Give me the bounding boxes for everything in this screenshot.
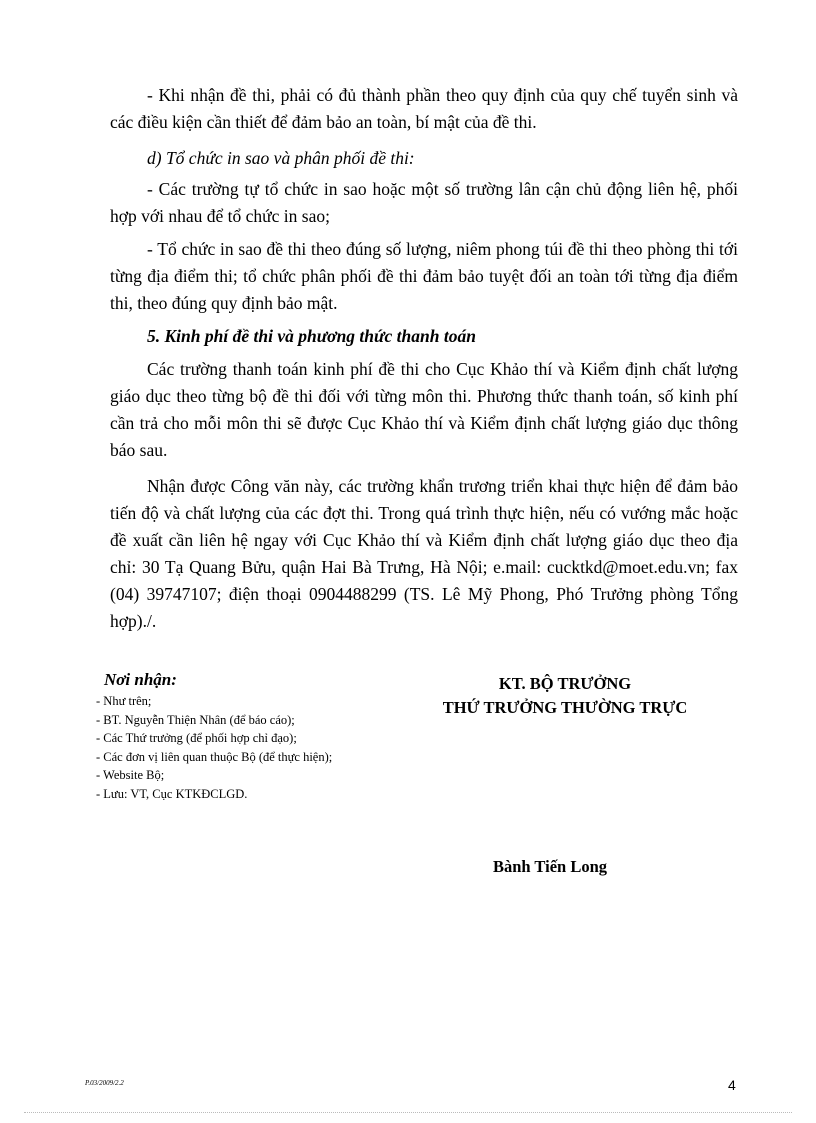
recipient-item: - Lưu: VT, Cục KTKĐCLGD. — [96, 786, 248, 801]
recipient-item: - Website Bộ; — [96, 768, 165, 783]
paragraph-copy-distribution: - Tổ chức in sao đề thi theo đúng số lượng, niêm phong túi đề thi theo phòng thi tới từng địa điểm thi; tổ chức phân phối đề thi đảm bảo tuyệt đối an toàn tới từng địa điểm thi, theo đúng quy định bảo mật. — [110, 239, 738, 313]
paragraph-exam-receipt: - Khi nhận đề thi, phải có đủ thành phần theo quy định của quy chế tuyển sinh và các điều kiện cần thiết để đảm bảo an toàn, bí mật của đề thi. — [110, 85, 738, 132]
signer-name: Bành Tiến Long — [492, 857, 608, 876]
recipient-item: - Các Thứ trưởng (để phối hợp chỉ đạo); — [96, 731, 297, 746]
document-code: P.03/2009/2.2 — [85, 1079, 124, 1087]
signature-position-line2: THỨ TRƯỞNG THƯỜNG TRỰC — [442, 698, 688, 717]
signature-position-line1: KT. BỘ TRƯỞNG — [498, 674, 632, 693]
recipient-item: - BT. Nguyễn Thiện Nhân (để báo cáo); — [96, 712, 295, 727]
recipient-item: - Như trên; — [96, 694, 152, 708]
page-number: 4 — [728, 1077, 736, 1093]
recipients-title: Nơi nhận: — [104, 670, 177, 689]
page-bottom-rule — [24, 1112, 792, 1113]
section-heading-d: d) Tổ chức in sao và phân phối đề thi: — [147, 148, 415, 168]
recipients-list — [96, 692, 332, 804]
paragraph-closing: Nhận được Công văn này, các trường khẩn trương triển khai thực hiện để đảm bảo tiến độ và chất lượng của các đợt thi. Trong quá trình thực hiện, nếu có vướng mắc hoặc đề xuất cần liên hệ ngay với Cục Khảo thí và Kiểm định chất lượng giáo dục theo địa chỉ: 30 Tạ Quang Bửu, quận Hai Bà Trưng, Hà Nội; e.mail: cucktkd@moet.edu.vn; fax (04) 39747107; điện thoại 0904488299 (TS. Lê Mỹ Phong, Phó Trưởng phòng Tổng hợp)./. — [110, 476, 738, 631]
paragraph-exam-fees: Các trường thanh toán kinh phí đề thi cho Cục Khảo thí và Kiểm định chất lượng giáo dục theo từng bộ đề thi đối với từng môn thi. Phương thức thanh toán, số kinh phí cần trả cho mỗi môn thi sẽ được Cục Khảo thí và Kiểm định chất lượng giáo dục thông báo sau. — [110, 359, 738, 460]
recipient-item: - Các đơn vị liên quan thuộc Bộ (để thực hiện); — [96, 749, 333, 764]
paragraph-copy-organization: - Các trường tự tổ chức in sao hoặc một số trường lân cận chủ động liên hệ, phối hợp với nhau để tổ chức in sao; — [110, 179, 738, 226]
section-heading-5: 5. Kinh phí đề thi và phương thức thanh toán — [147, 326, 476, 346]
